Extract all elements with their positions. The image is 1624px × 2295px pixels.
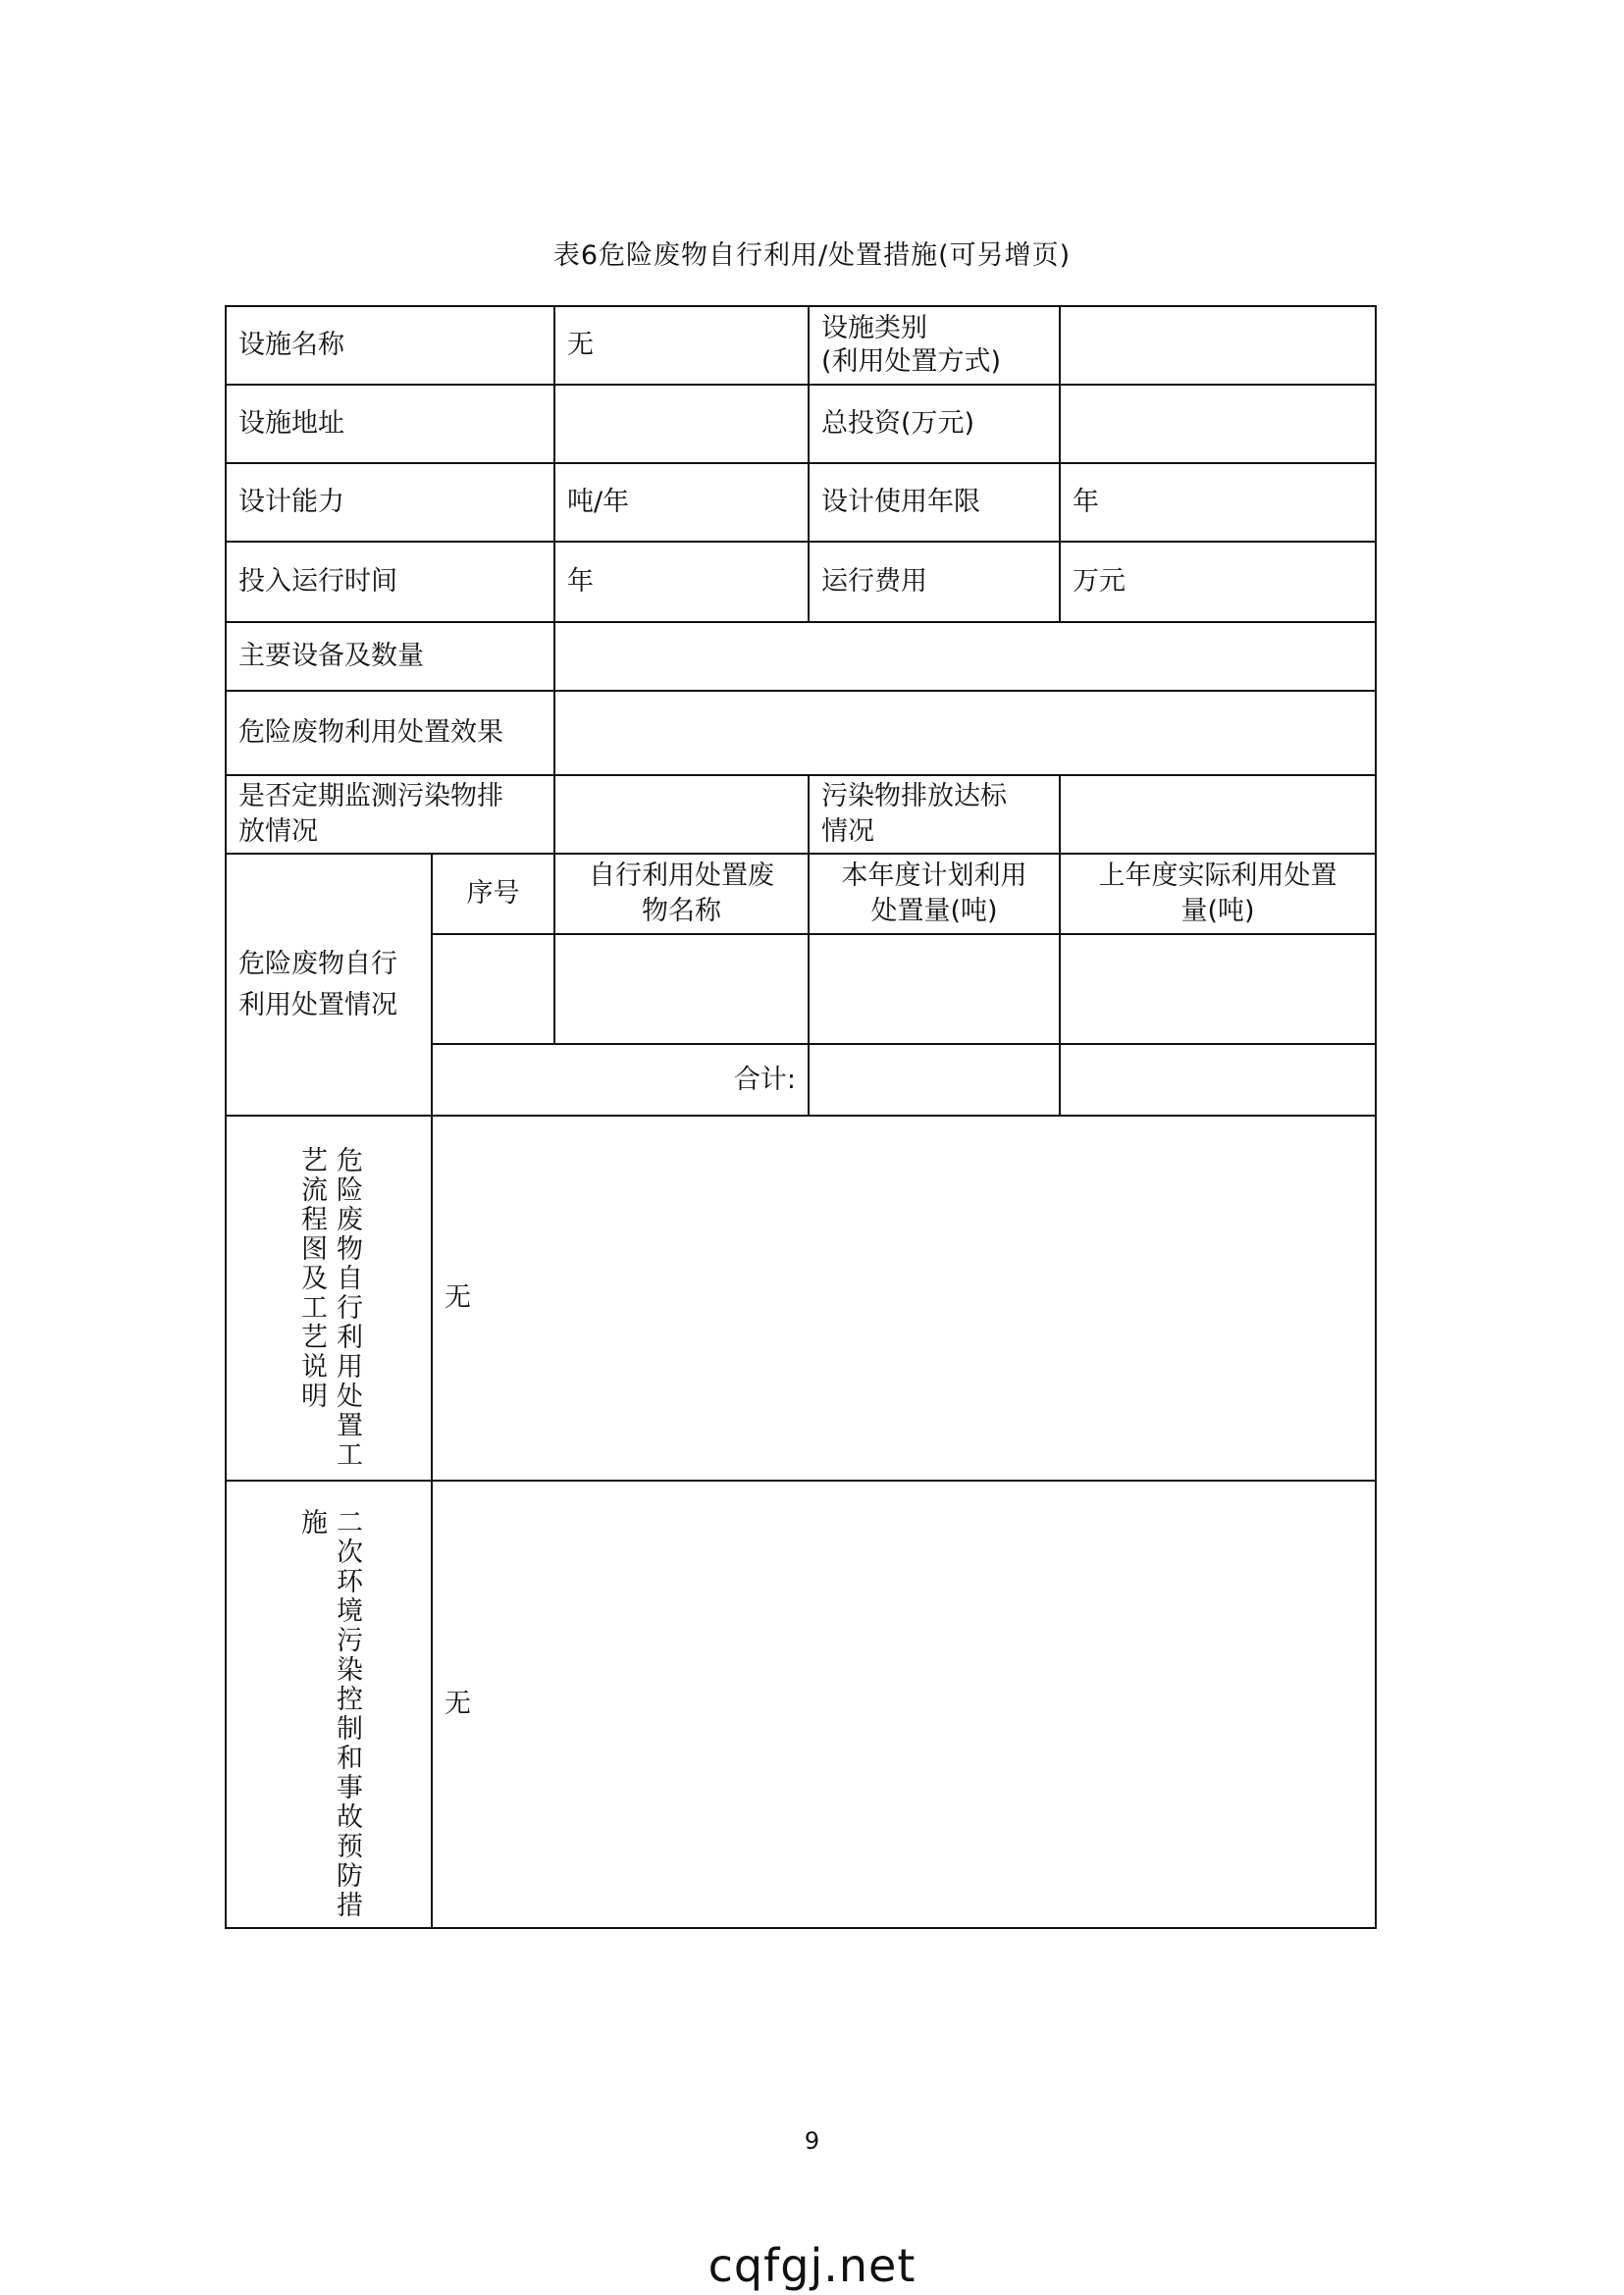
disposal-section-label (226, 854, 432, 1116)
monitoring-label-line1: 是否定期监测污染物排 (238, 781, 503, 811)
col-header-serial: 序号 (432, 854, 554, 934)
col-header-planned-line1: 本年度计划利用 (841, 861, 1027, 891)
table-row (226, 775, 1376, 854)
total-investment-label: 总投资(万元) (809, 385, 1060, 463)
main-equipment-label: 主要设备及数量 (226, 622, 554, 691)
process-label-text: 危险废物自行利用处置工艺流程图及工艺说明 (296, 1146, 362, 1470)
total-planned-cell (809, 1044, 1060, 1116)
facility-address-label: 设施地址 (226, 385, 554, 463)
total-label: 合计: (432, 1044, 809, 1116)
design-life-value: 年 (1060, 463, 1376, 542)
pollution-control-label (226, 1481, 432, 1928)
operation-time-value: 年 (554, 542, 809, 622)
disposal-effect-label: 危险废物利用处置效果 (226, 691, 554, 775)
emission-standard-value (1060, 775, 1376, 854)
pollution-control-label-text: 二次环境污染控制和事故预防措施 (296, 1508, 362, 1920)
col-header-planned-amount (809, 854, 1060, 934)
facility-name-value: 无 (554, 306, 809, 385)
operating-cost-value: 万元 (1060, 542, 1376, 622)
table-row (226, 1481, 1376, 1928)
monitoring-label-line2: 放情况 (238, 816, 318, 847)
col-header-waste-name (554, 854, 809, 934)
process-value: 无 (432, 1116, 1376, 1481)
table-row (226, 622, 1376, 691)
table-row (226, 385, 1376, 463)
facility-address-value (554, 385, 809, 463)
page-number: 9 (804, 2127, 820, 2155)
table-row (226, 1116, 1376, 1481)
facility-type-label-line2: (利用处置方式) (821, 346, 1002, 377)
operation-time-label: 投入运行时间 (226, 542, 554, 622)
design-capacity-value: 吨/年 (554, 463, 809, 542)
total-investment-value (1060, 385, 1376, 463)
disposal-measures-table (225, 305, 1377, 1929)
col-header-planned-line2: 处置量(吨) (870, 896, 998, 926)
monitoring-value (554, 775, 809, 854)
table-row (226, 691, 1376, 775)
emission-standard-label (809, 775, 1060, 854)
table-row (226, 854, 1376, 934)
serial-cell (432, 934, 554, 1044)
emission-standard-label-line2: 情况 (821, 816, 874, 847)
watermark: cqfgj.net (707, 2239, 917, 2292)
col-header-actual-line2: 量(吨) (1180, 896, 1255, 926)
facility-type-value (1060, 306, 1376, 385)
table-row (226, 463, 1376, 542)
total-actual-cell (1060, 1044, 1376, 1116)
process-label (226, 1116, 432, 1481)
emission-standard-label-line1: 污染物排放达标 (821, 781, 1007, 811)
operating-cost-label: 运行费用 (809, 542, 1060, 622)
page-title: 表6危险废物自行利用/处置措施(可另增页) (552, 240, 1072, 271)
main-equipment-value (554, 622, 1376, 691)
design-capacity-label: 设计能力 (226, 463, 554, 542)
table-row (226, 306, 1376, 385)
design-life-label: 设计使用年限 (809, 463, 1060, 542)
col-header-waste-name-line1: 自行利用处置废 (589, 861, 774, 891)
disposal-section-label-line1: 危险废物自行 (238, 948, 397, 979)
planned-amount-cell (809, 934, 1060, 1044)
disposal-section-label-line2: 利用处置情况 (238, 989, 397, 1020)
facility-type-label-line1: 设施类别 (821, 313, 927, 343)
actual-amount-cell (1060, 934, 1376, 1044)
pollution-control-value: 无 (432, 1481, 1376, 1928)
monitoring-label (226, 775, 554, 854)
col-header-waste-name-line2: 物名称 (642, 896, 721, 926)
facility-name-label: 设施名称 (226, 306, 554, 385)
facility-type-label (809, 306, 1060, 385)
disposal-effect-value (554, 691, 1376, 775)
col-header-actual-line1: 上年度实际利用处置 (1098, 861, 1337, 891)
table-row (226, 542, 1376, 622)
col-header-actual-amount (1060, 854, 1376, 934)
waste-name-cell (554, 934, 809, 1044)
